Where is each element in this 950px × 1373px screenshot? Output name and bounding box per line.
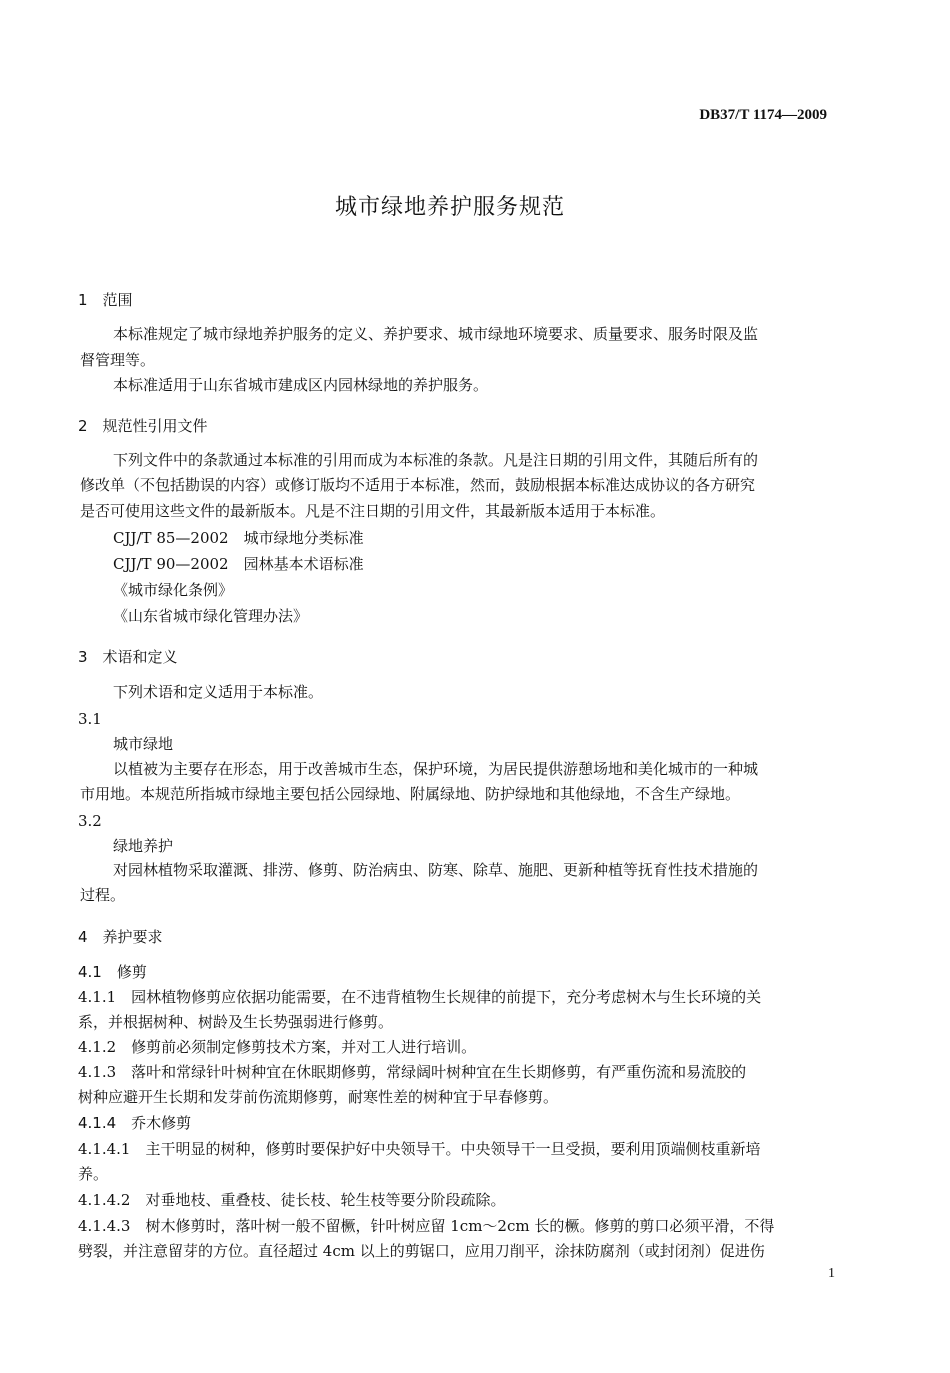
paragraph-line: 劈裂，并注意留芽的方位。直径超过 4cm 以上的剪锯口，应用刀削平，涂抹防腐剂（或封闭剂）促进伤	[78, 1242, 765, 1260]
paragraph-line: 对园林植物采取灌溉、排涝、修剪、防治病虫、防寒、除草、施肥、更新种植等抚育性技术措施的	[113, 861, 759, 879]
paragraph-line: 下列术语和定义适用于本标准。	[113, 683, 324, 701]
page-number: 1	[828, 1266, 835, 1281]
term-name: 城市绿地	[113, 735, 174, 753]
paragraph-line: 下列文件中的条款通过本标准的引用而成为本标准的条款。凡是注日期的引用文件，其随后所有的	[113, 451, 759, 469]
subsection-heading: 4.1.4 乔木修剪	[78, 1114, 192, 1132]
paragraph-line: 本标准适用于山东省城市建成区内园林绿地的养护服务。	[113, 376, 489, 394]
paragraph-line: 树种应避开生长期和发芽前伤流期修剪，耐寒性差的树种宜于早春修剪。	[78, 1088, 559, 1106]
section-2-heading: 2 规范性引用文件	[78, 417, 208, 435]
section-4-heading: 4 养护要求	[78, 928, 163, 946]
paragraph-line: 督管理等。	[80, 351, 156, 369]
paragraph-line: 本标准规定了城市绿地养护服务的定义、养护要求、城市绿地环境要求、质量要求、服务时限及监	[113, 325, 759, 343]
paragraph-line: 以植被为主要存在形态，用于改善城市生态，保护环境，为居民提供游憩场地和美化城市的一种城	[113, 760, 759, 778]
clause-number: 3.1	[78, 710, 102, 728]
paragraph-line: 市用地。本规范所指城市绿地主要包括公园绿地、附属绿地、防护绿地和其他绿地，不含生产绿地。	[80, 785, 741, 803]
section-3-heading: 3 术语和定义	[78, 648, 178, 666]
paragraph-line: 系，并根据树种、树龄及生长势强弱进行修剪。	[78, 1013, 394, 1031]
reference-item: CJJ/T 85—2002 城市绿地分类标准	[113, 529, 364, 547]
section-1-heading: 1 范围	[78, 291, 133, 309]
paragraph-line: 过程。	[80, 886, 126, 904]
reference-item: 《城市绿化条例》	[113, 581, 234, 599]
paragraph-line: 是否可使用这些文件的最新版本。凡是不注日期的引用文件，其最新版本适用于本标准。	[80, 502, 666, 520]
paragraph-line: 4.1.3 落叶和常绿针叶树种宜在休眠期修剪，常绿阔叶树种宜在生长期修剪，有严重伤流和易流胶的	[78, 1063, 747, 1081]
subsection-heading: 4.1 修剪	[78, 963, 147, 981]
clause-number: 3.2	[78, 812, 102, 830]
standard-code: DB37/T 1174—2009	[699, 107, 827, 123]
paragraph-line: 4.1.1 园林植物修剪应依据功能需要，在不违背植物生长规律的前提下，充分考虑树木与生长环境的关	[78, 988, 762, 1006]
document-title: 城市绿地养护服务规范	[334, 195, 565, 220]
paragraph-line: 养。	[78, 1165, 109, 1183]
paragraph-line: 4.1.4.1 主干明显的树种，修剪时要保护好中央领导干。中央领导干一旦受损，要利用顶端侧枝重新培	[78, 1140, 761, 1158]
reference-item: 《山东省城市绿化管理办法》	[113, 607, 309, 625]
paragraph-line: 4.1.4.2 对垂地枝、重叠枝、徒长枝、轮生枝等要分阶段疏除。	[78, 1191, 506, 1209]
paragraph-line: 4.1.4.3 树木修剪时，落叶树一般不留橛，针叶树应留 1cm～2cm 长的橛。修剪的剪口必须平滑，不得	[78, 1217, 775, 1235]
reference-item: CJJ/T 90—2002 园林基本术语标准	[113, 555, 364, 573]
paragraph-line: 4.1.2 修剪前必须制定修剪技术方案，并对工人进行培训。	[78, 1038, 477, 1056]
paragraph-line: 修改单（不包括勘误的内容）或修订版均不适用于本标准，然而，鼓励根据本标准达成协议的各方研究	[80, 476, 756, 494]
term-name: 绿地养护	[113, 837, 174, 855]
